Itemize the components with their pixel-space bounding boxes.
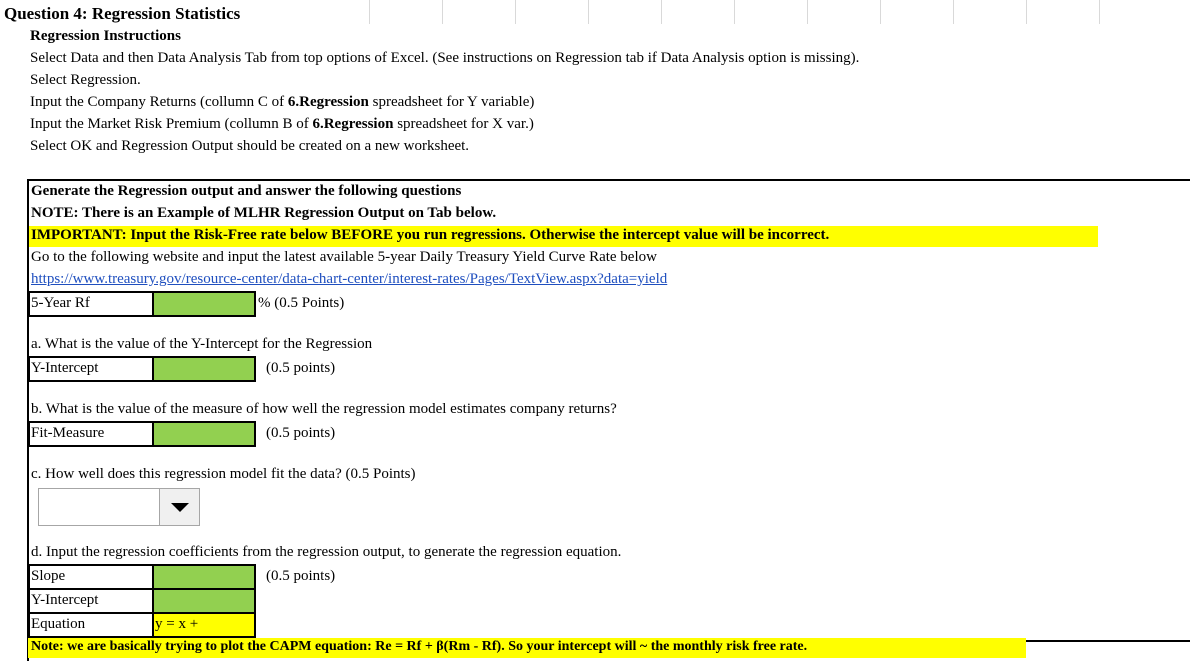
chevron-down-icon	[171, 503, 189, 512]
box-bottom-edge	[1026, 640, 1190, 642]
instruction-line: Select Regression.	[30, 72, 141, 88]
instruction-text: spreadsheet for X var.)	[393, 116, 534, 132]
rf-label: 5-Year Rf	[31, 295, 90, 311]
question-b: b. What is the value of the measure of how well the regression model estimates company returns?	[31, 401, 617, 417]
fit-input[interactable]	[152, 421, 256, 447]
grid-line	[588, 0, 589, 24]
grid-line	[1026, 0, 1027, 24]
intercept-label: Y-Intercept	[31, 360, 99, 376]
dropdown-button[interactable]	[159, 489, 199, 525]
grid-line	[369, 0, 370, 24]
instructions-heading: Regression Instructions	[30, 28, 181, 44]
fit-label: Fit-Measure	[31, 425, 105, 441]
grid-line	[953, 0, 954, 24]
grid-line	[442, 0, 443, 24]
question-c: c. How well does this regression model fit the data? (0.5 Points)	[31, 466, 416, 482]
instruction-line-market-risk	[30, 116, 534, 133]
instruction-line-company-returns	[30, 94, 534, 111]
question-a: a. What is the value of the Y-Intercept for the Regression	[31, 336, 373, 352]
question-d: d. Input the regression coefficients from the regression output, to generate the regression equation.	[31, 544, 622, 560]
instruction-line: Select Data and then Data Analysis Tab from top options of Excel. (See instructions on Regression tab if Data Analysis option is missing).	[30, 50, 860, 66]
equation-label: Equation	[31, 616, 86, 632]
instruction-text: Input the Company Returns (collumn C of	[30, 94, 288, 110]
slope-input[interactable]	[152, 564, 256, 590]
page-title: Question 4: Regression Statistics	[4, 4, 241, 23]
capm-note: Note: we are basically trying to plot the CAPM equation: Re = Rf + β(Rm - Rf). So your intercept will ~ the monthly risk free rate.	[31, 639, 808, 654]
rf-points: % (0.5 Points)	[258, 295, 345, 311]
equation-value: y = x +	[155, 616, 199, 632]
instruction-text: spreadsheet for Y variable)	[368, 94, 535, 110]
box-note: NOTE: There is an Example of MLHR Regression Output on Tab below.	[31, 205, 497, 221]
instruction-bold: 6.Regression	[312, 116, 394, 132]
box-header: Generate the Regression output and answer the following questions	[31, 183, 462, 199]
instruction-text: Input the Market Risk Premium (collumn B of	[30, 116, 313, 132]
slope-points: (0.5 points)	[266, 568, 336, 584]
grid-line	[515, 0, 516, 24]
important-note: IMPORTANT: Input the Risk-Free rate below BEFORE you run regressions. Otherwise the intercept value will be incorrect.	[31, 227, 830, 243]
instruction-bold: 6.Regression	[287, 94, 369, 110]
grid-line	[880, 0, 881, 24]
goto-instruction: Go to the following website and input the latest available 5-year Daily Treasury Yield Curve Rate below	[31, 249, 657, 265]
grid-line	[661, 0, 662, 24]
intercept2-input[interactable]	[152, 588, 256, 614]
grid-line	[734, 0, 735, 24]
fit-points: (0.5 points)	[266, 425, 336, 441]
instruction-line: Select OK and Regression Output should be created on a new worksheet.	[30, 138, 470, 154]
grid-line	[1099, 0, 1100, 24]
fit-quality-dropdown[interactable]	[38, 488, 200, 526]
slope-label: Slope	[31, 568, 66, 584]
treasury-link[interactable]: https://www.treasury.gov/resource-center/data-chart-center/interest-rates/Pages/TextView.aspx?data=yield	[31, 271, 668, 287]
intercept-input[interactable]	[152, 356, 256, 382]
intercept-points: (0.5 points)	[266, 360, 336, 376]
grid-line	[807, 0, 808, 24]
intercept2-label: Y-Intercept	[31, 592, 99, 608]
rf-input[interactable]	[152, 291, 256, 317]
